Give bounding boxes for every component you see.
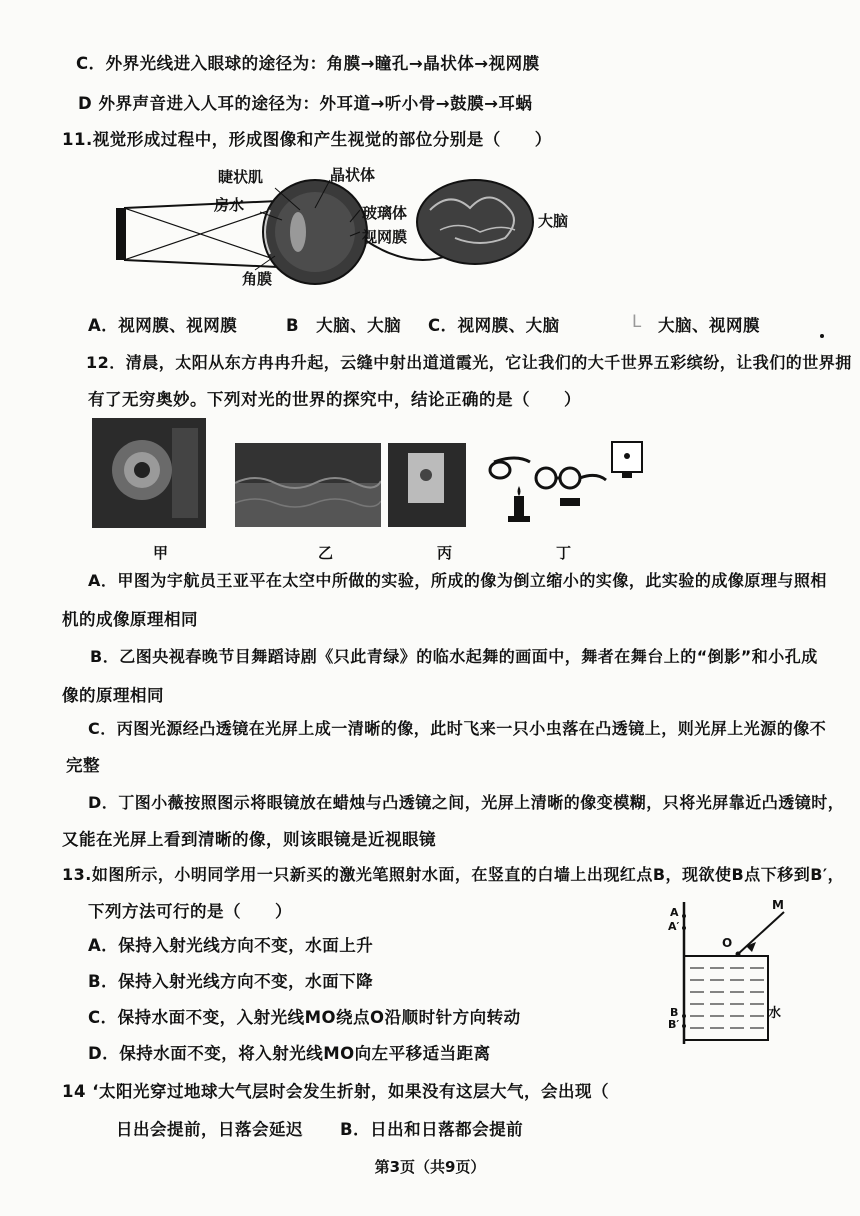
photo-ding	[486, 436, 648, 528]
q12-option-b-line1: B．乙图央视春晚节目舞蹈诗剧《只此青绿》的临水起舞的画面中，舞者在舞台上的“倒影”和小孔成	[90, 647, 818, 666]
q13-option-b: B．保持入射光线方向不变，水面下降	[88, 972, 374, 991]
caption-jia: 甲	[153, 544, 169, 562]
label-point-o: O	[722, 936, 733, 950]
brain-icon	[417, 180, 533, 264]
q13-option-c: C．保持水面不变，入射光线MO绕点O沿顺时针方向转动	[88, 1008, 521, 1027]
caption-bing: 丙	[437, 544, 453, 562]
incident-ray	[738, 912, 784, 954]
photo-yi	[235, 443, 381, 527]
q10-option-d: D 外界声音进入人耳的途径为：外耳道→听小骨→鼓膜→耳蜗	[78, 94, 533, 113]
q14-option-a: 日出会提前，日落会延迟	[116, 1120, 303, 1139]
scan-speck	[820, 334, 824, 338]
q11-option-d-letter-faded: L	[632, 312, 642, 331]
label-point-a: A	[670, 906, 679, 919]
lens-shape	[290, 212, 306, 252]
laser-water-diagram	[660, 898, 790, 1048]
label-ciliary-muscle: 睫状肌	[218, 168, 264, 186]
q13-option-a: A．保持入射光线方向不变，水面上升	[88, 936, 374, 955]
photo-bing	[388, 443, 466, 527]
q12-option-a-line2: 机的成像原理相同	[62, 610, 198, 629]
q12-option-c-line1: C．丙图光源经凸透镜在光屏上成一清晰的像，此时飞来一只小虫落在凸透镜上，则光屏上光源的像不	[88, 719, 827, 738]
q12-stem-line1: 12．清晨，太阳从东方冉冉升起，云缝中射出道道霞光，它让我们的大千世界五彩缤纷，让我们的世界拥	[86, 353, 852, 372]
q13-stem-line2: 下列方法可行的是（ ）	[88, 902, 292, 921]
label-lens: 晶状体	[330, 166, 376, 184]
q12-option-d-line1: D．丁图小薇按照图示将眼镜放在蜡烛与凸透镜之间，光屏上清晰的像变模糊，只将光屏靠近凸透镜时，	[88, 793, 845, 812]
label-aqueous-humor: 房水	[214, 196, 245, 214]
photo-jia	[92, 418, 206, 528]
q11-option-c: C．视网膜、大脑	[428, 316, 560, 335]
q12-option-d-line2: 又能在光屏上看到清晰的像，则该眼镜是近视眼镜	[62, 830, 436, 849]
q12-option-b-line2: 像的原理相同	[62, 686, 164, 705]
q12-option-c-line2: 完整	[66, 756, 100, 775]
label-water: 水	[768, 1006, 782, 1021]
q14-stem: 14 ‘太阳光穿过地球大气层时会发生折射，如果没有这层大气，会出现（	[62, 1082, 609, 1101]
laser-water-svg	[660, 898, 790, 1048]
label-brain: 大脑	[538, 212, 569, 230]
q12-stem-line2: 有了无穷奥妙。下列对光的世界的探究中，结论正确的是（ ）	[88, 390, 581, 409]
eye-brain-diagram	[110, 160, 580, 290]
q13-option-d: D．保持水面不变，将入射光线MO向左平移适当距离	[88, 1044, 491, 1063]
q10-option-c: C．外界光线进入眼球的途径为：角膜→瞳孔→晶状体→视网膜	[76, 54, 540, 73]
caption-ding: 丁	[556, 544, 572, 562]
label-point-b: B	[670, 1006, 679, 1019]
object-candle-icon	[116, 208, 126, 260]
q13-stem-line1: 13.如图所示，小明同学用一只新买的激光笔照射水面，在竖直的白墙上出现红点B，现欲使B点下移到B′，	[62, 865, 845, 884]
label-point-m: M	[772, 898, 784, 912]
label-cornea: 角膜	[242, 270, 273, 288]
label-vitreous: 玻璃体	[362, 204, 408, 222]
q11-option-d: 大脑、视网膜	[658, 316, 760, 335]
q11-stem: 11.视觉形成过程中，形成图像和产生视觉的部位分别是（ ）	[62, 130, 552, 149]
label-point-a-prime: A′	[668, 920, 680, 933]
caption-yi: 乙	[318, 544, 334, 562]
q11-option-b: B 大脑、大脑	[286, 316, 402, 335]
q12-option-a-line1: A．甲图为宇航员王亚平在太空中所做的实验，所成的像为倒立缩小的实像，此实验的成像原理与照相	[88, 571, 827, 590]
q11-option-a: A．视网膜、视网膜	[88, 316, 238, 335]
label-retina: 视网膜	[362, 228, 408, 246]
label-point-b-prime: B′	[668, 1018, 680, 1031]
page-footer: 第3页（共9页）	[374, 1158, 486, 1176]
q14-option-b: B．日出和日落都会提前	[340, 1120, 524, 1139]
